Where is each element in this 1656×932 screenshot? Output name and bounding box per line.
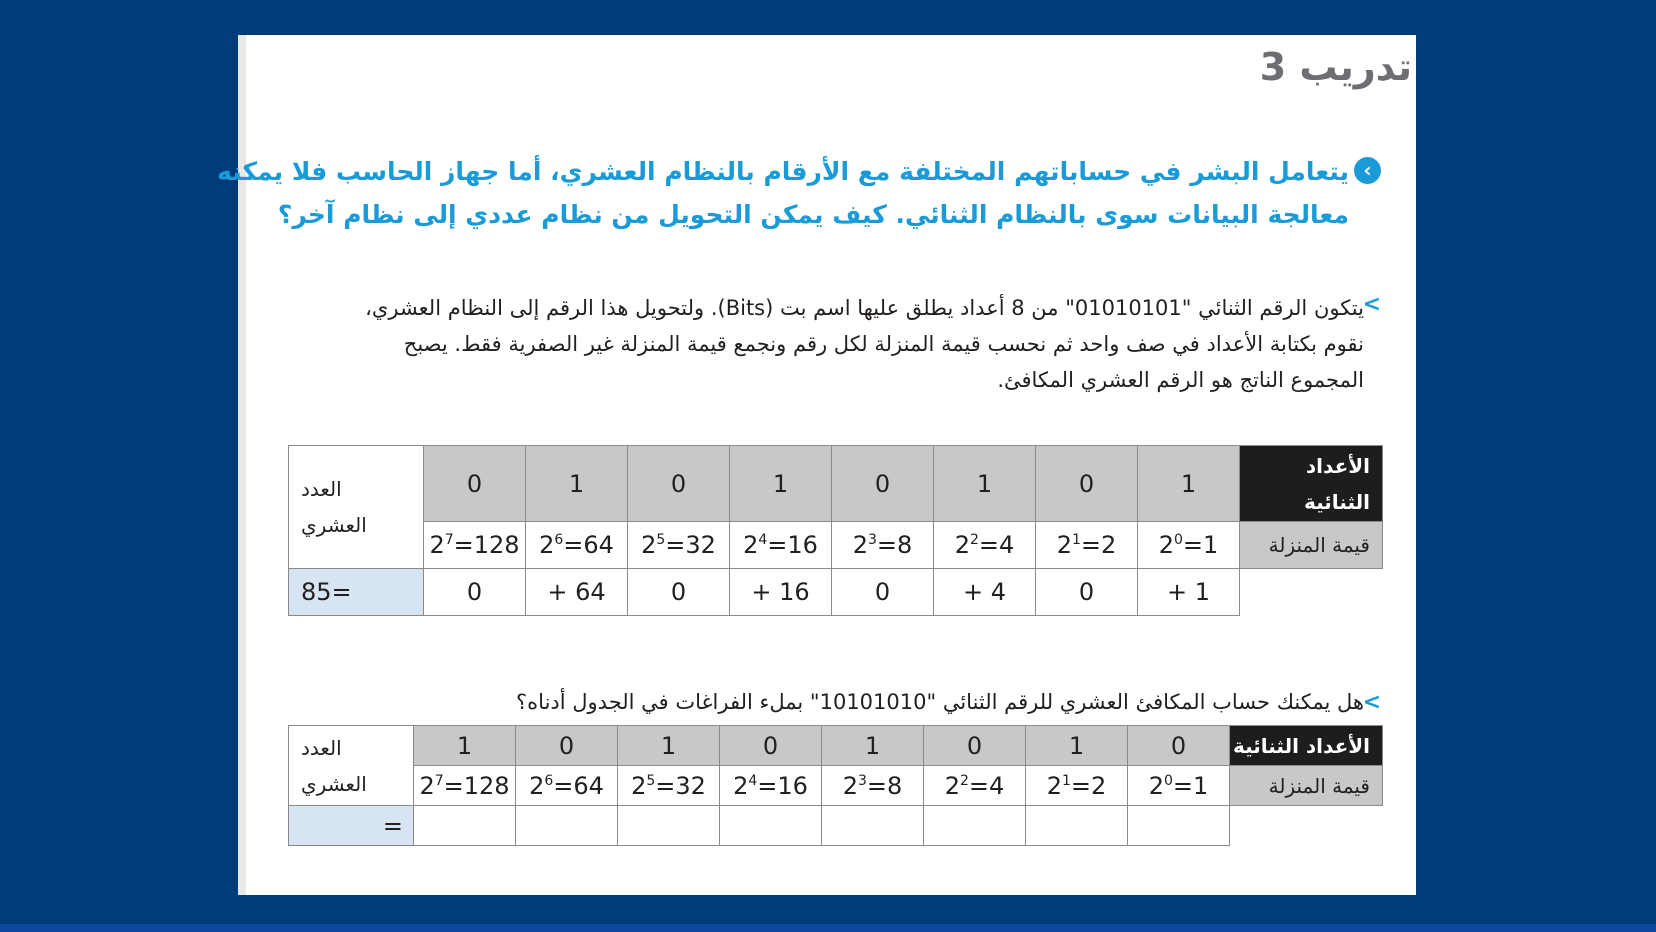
- page-title: تدريب 3: [1259, 45, 1412, 89]
- bit-cell: 1: [730, 446, 832, 522]
- place-value-cell: $2^0=1$: [1128, 766, 1230, 806]
- decimal-total-cell: 85=: [289, 569, 424, 616]
- paragraph-line-2: نقوم بكتابة الأعداد في صف واحد ثم نحسب قيمة المنزلة لكل رقم ونجمع قيمة المنزلة غير الصفرية فقط. يصبح: [403, 332, 1364, 356]
- answer-cell[interactable]: [516, 806, 618, 846]
- bit-cell: 0: [1036, 446, 1138, 522]
- bullet-chevron-icon: <: [1362, 690, 1381, 715]
- conversion-table-exercise: [288, 725, 1383, 846]
- decimal-label-cell: [289, 726, 414, 806]
- paragraph-line-1: يتكون الرقم الثنائي "01010101" من 8 أعداد يطلق عليها اسم بت (Bits). ولتحويل هذا الرقم إلى النظام العشري،: [365, 296, 1364, 320]
- bit-cell: 1: [822, 726, 924, 766]
- place-value-cell: $2^0=1$: [1138, 522, 1240, 569]
- place-value-cell: $2^5=32$: [618, 766, 720, 806]
- bit-cell: 0: [516, 726, 618, 766]
- empty-corner: [1230, 806, 1383, 846]
- place-value-cell: $2^6=64$: [516, 766, 618, 806]
- paragraph-line-3: المجموع الناتج هو الرقم العشري المكافئ.: [997, 368, 1364, 392]
- place-value-cell: $2^2=4$: [924, 766, 1026, 806]
- bit-cell: 0: [1128, 726, 1230, 766]
- decimal-total-cell: =: [289, 806, 414, 846]
- worksheet-page: [217, 35, 1416, 895]
- decimal-label-line-1: العدد: [301, 735, 342, 760]
- place-value-cell: $2^3=8$: [822, 766, 924, 806]
- result-cell: 0: [1036, 569, 1138, 616]
- bit-cell: 0: [628, 446, 730, 522]
- bit-cell: 1: [618, 726, 720, 766]
- place-value-label: قيمة المنزلة: [1240, 522, 1383, 569]
- decimal-label-line-1: العدد: [301, 477, 342, 501]
- answer-cell[interactable]: [618, 806, 720, 846]
- place-value-cell: $2^4=16$: [730, 522, 832, 569]
- conversion-table-example: [288, 445, 1383, 616]
- bullet-chevron-icon: <: [1362, 292, 1381, 317]
- bit-cell: 0: [832, 446, 934, 522]
- bit-cell: 1: [414, 726, 516, 766]
- bit-cell: 1: [1138, 446, 1240, 522]
- intro-text: [217, 150, 1381, 236]
- place-value-cell: $2^1=2$: [1026, 766, 1128, 806]
- place-value-cell: $2^5=32$: [628, 522, 730, 569]
- decimal-label-cell: [289, 446, 424, 569]
- result-cell: 0: [628, 569, 730, 616]
- result-cell: + 4: [934, 569, 1036, 616]
- empty-corner: [1240, 569, 1383, 616]
- bit-cell: 0: [924, 726, 1026, 766]
- bit-cell: 1: [1026, 726, 1128, 766]
- intro-line-2: معالجة البيانات سوى بالنظام الثنائي. كيف يمكن التحويل من نظام عددي إلى نظام آخر؟: [277, 200, 1349, 229]
- binary-numbers-label: [1240, 446, 1383, 522]
- answer-cell[interactable]: [822, 806, 924, 846]
- decimal-label-line-2: العشري: [301, 513, 367, 537]
- place-value-cell: $2^1=2$: [1036, 522, 1138, 569]
- place-value-cell: $2^7=128$: [424, 522, 526, 569]
- bit-cell: 0: [424, 446, 526, 522]
- explanation-paragraph: [284, 290, 1364, 398]
- intro-line-1: يتعامل البشر في حساباتهم المختلفة مع الأرقام بالنظام العشري، أما جهاز الحاسب فلا يمكنه: [217, 157, 1349, 186]
- place-value-cell: $2^4=16$: [720, 766, 822, 806]
- place-value-cell: $2^2=4$: [934, 522, 1036, 569]
- binary-numbers-label: الأعداد الثنائية: [1230, 726, 1383, 766]
- answer-cell[interactable]: [720, 806, 822, 846]
- decimal-label-line-2: العشري: [301, 771, 367, 796]
- result-cell: 0: [424, 569, 526, 616]
- bit-cell: 1: [934, 446, 1036, 522]
- answer-cell[interactable]: [414, 806, 516, 846]
- answer-cell[interactable]: [1026, 806, 1128, 846]
- answer-cell[interactable]: [924, 806, 1026, 846]
- result-cell: + 64: [526, 569, 628, 616]
- place-value-cell: $2^7=128$: [414, 766, 516, 806]
- bottom-strip: [0, 924, 1656, 932]
- result-cell: 0: [832, 569, 934, 616]
- result-cell: + 16: [730, 569, 832, 616]
- place-value-cell: $2^3=8$: [832, 522, 934, 569]
- place-value-label: قيمة المنزلة: [1230, 766, 1383, 806]
- answer-cell[interactable]: [1128, 806, 1230, 846]
- bit-cell: 0: [720, 726, 822, 766]
- binary-label-line-1: الأعداد: [1305, 453, 1370, 478]
- binary-label-line-2: الثنائية: [1303, 489, 1370, 514]
- place-value-cell: $2^6=64$: [526, 522, 628, 569]
- chevron-left-circle-icon: ‹: [1354, 157, 1381, 184]
- exercise-question: هل يمكنك حساب المكافئ العشري للرقم الثنائي "10101010" بملء الفراغات في الجدول أدناه؟: [516, 690, 1364, 714]
- result-cell: + 1: [1138, 569, 1240, 616]
- bit-cell: 1: [526, 446, 628, 522]
